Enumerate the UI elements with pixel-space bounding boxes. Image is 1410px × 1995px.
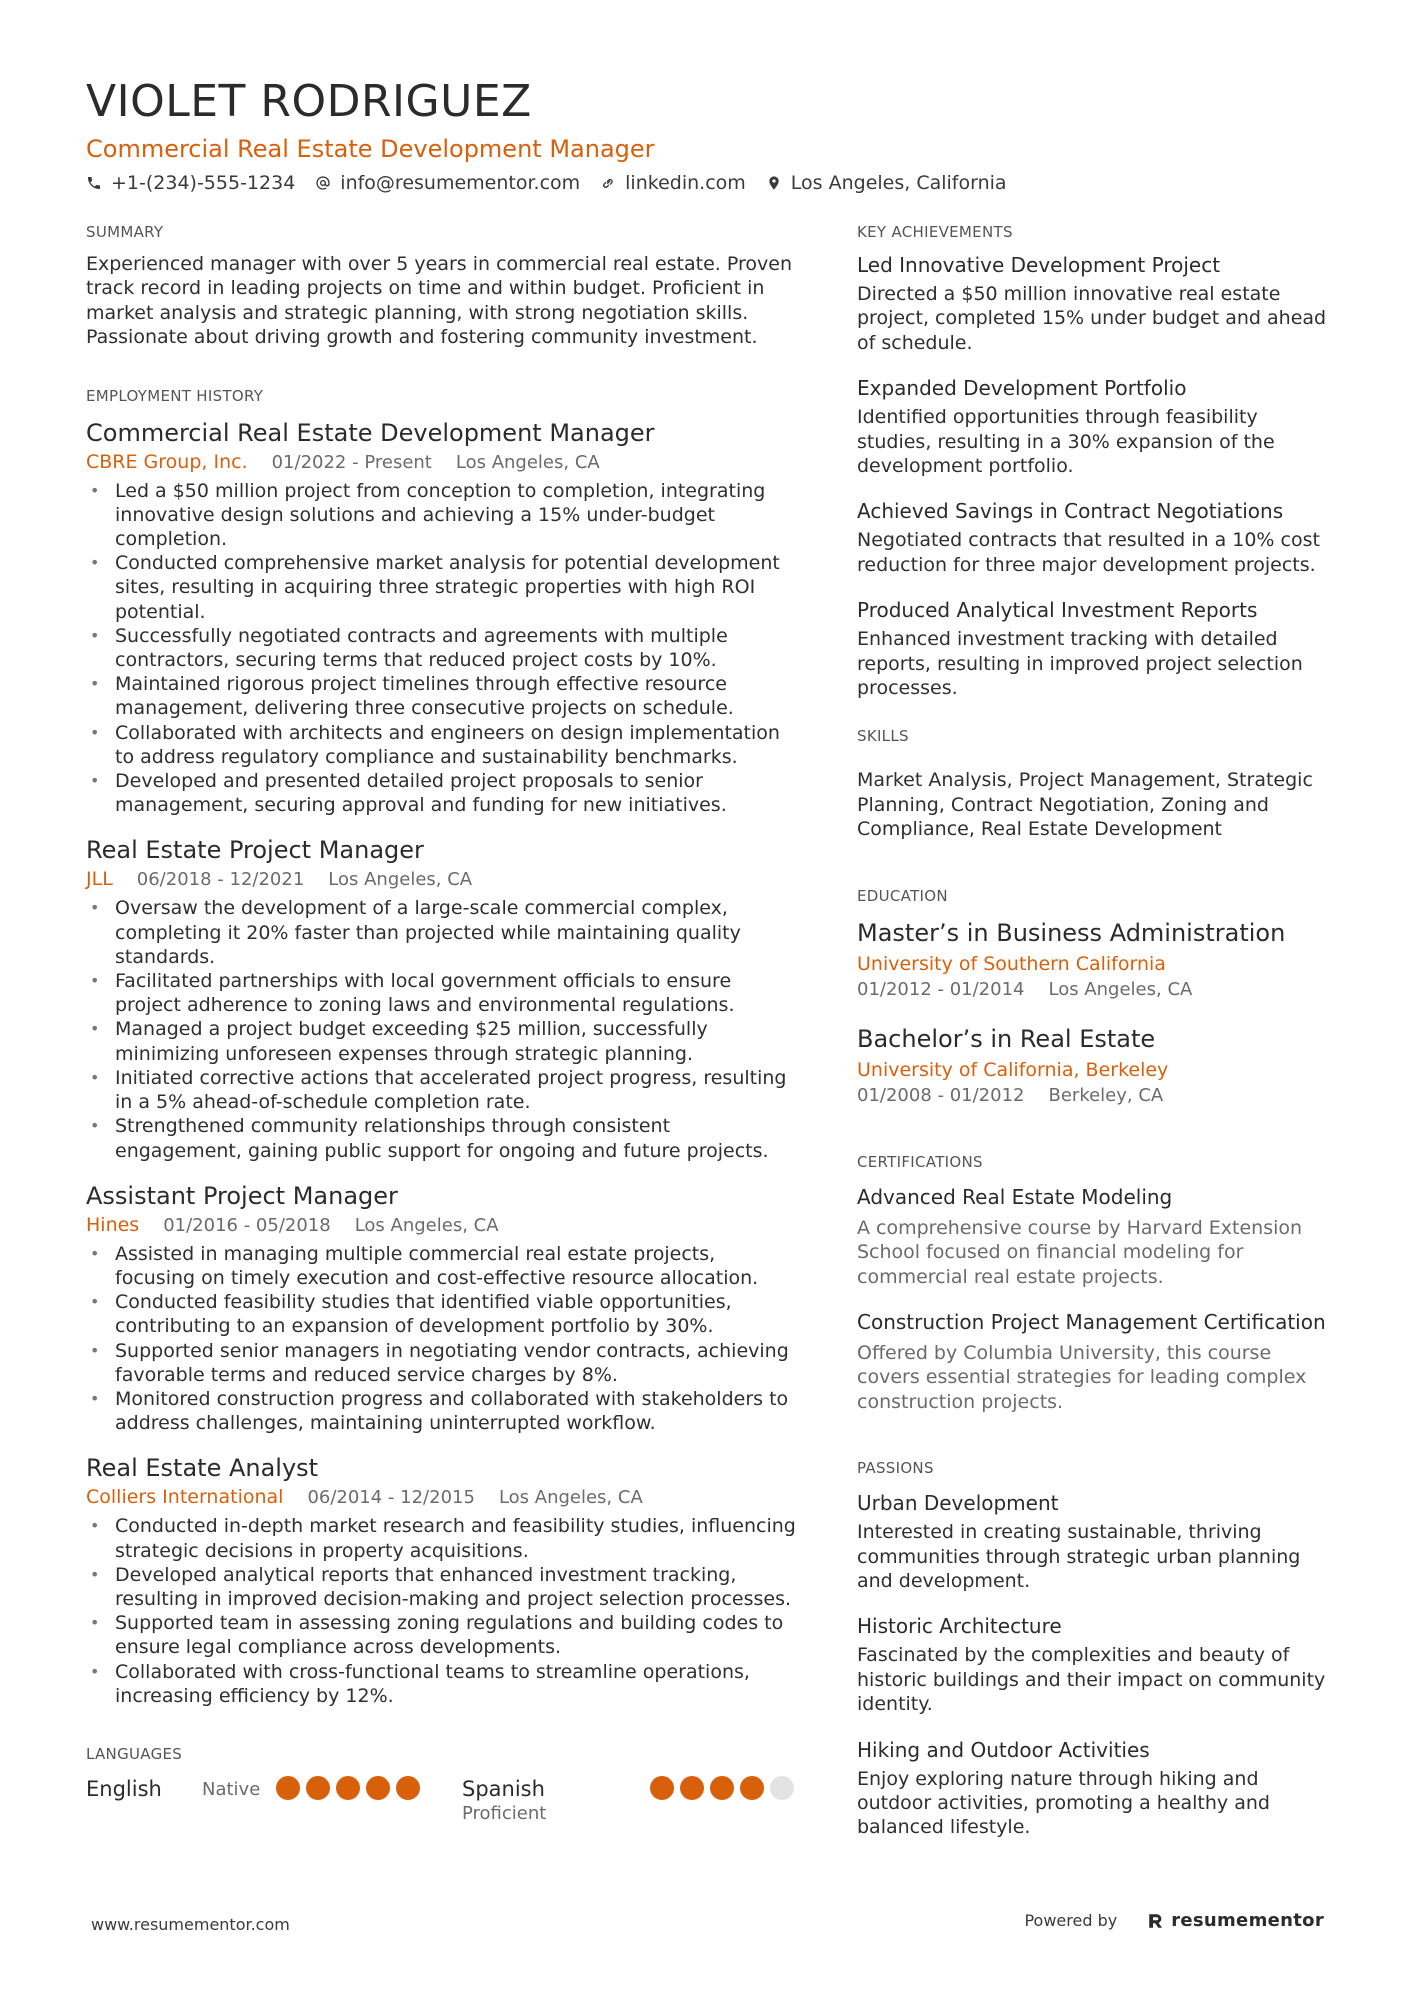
rating-dot-filled [306,1776,330,1800]
link-icon [600,175,616,191]
achievement-title: Produced Analytical Investment Reports [857,598,1258,623]
achievement-item [857,252,1337,355]
passion-item [857,1490,1337,1593]
achievement-desc: Identified opportunities through feasibility studies, resulting in a 30% expansion of the development portfolio. [857,406,1275,478]
language-rating [650,1776,800,1800]
achievement-title: Achieved Savings in Contract Negotiations [857,499,1284,524]
job-bullet: • Managed a project budget exceeding $25 million, successfully minimizing unforeseen expenses through strategic planning. [86,1017,801,1065]
summary-section [86,222,801,350]
education-school: University of California, Berkeley [857,1058,1169,1081]
job-title: Assistant Project Manager [86,1181,398,1210]
achievement-item [857,375,1337,478]
brand-name: resumementor [1171,1910,1324,1931]
job-location: Los Angeles, CA [455,451,600,473]
passion-item [857,1737,1337,1840]
language-rating [276,1776,426,1800]
summary-heading: SUMMARY [86,223,164,241]
education-degree: Bachelor’s in Real Estate [857,1024,1156,1053]
language-item [86,1776,462,1826]
job-bullets [86,1242,801,1436]
rating-dot-filled [366,1776,390,1800]
left-column [86,222,801,1826]
map-pin-icon [766,175,782,191]
at-icon [315,175,331,191]
skills-section [857,726,1337,841]
certification-item [857,1184,1337,1289]
language-text-group [462,1776,650,1826]
job-entry [86,1181,801,1436]
job-bullet: • Facilitated partnerships with local government officials to ensure project adherence to zoning laws and environmental regulations. [86,969,801,1017]
achievements-list [857,252,1337,700]
resumementor-logo-icon [1147,1912,1165,1930]
achievement-title: Expanded Development Portfolio [857,376,1187,401]
education-item [857,918,1337,1002]
right-column [857,222,1337,1840]
passions-heading: PASSIONS [857,1459,934,1478]
job-bullet: • Conducted feasibility studies that identified viable opportunities, contributing to an expansion of development portfolio by 30%. [86,1290,801,1338]
certifications-section [857,1152,1337,1414]
job-bullet: • Monitored construction progress and collaborated with stakeholders to address challenges, maintaining uninterrupted workflow. [86,1387,801,1435]
certification-desc: Offered by Columbia University, this course covers essential strategies for leading complex construction projects. [857,1341,1307,1413]
job-company: Colliers International [86,1486,284,1509]
passion-desc: Enjoy exploring nature through hiking and outdoor activities, promoting a healthy and balanced lifestyle. [857,1767,1270,1839]
job-bullet: • Initiated corrective actions that accelerated project progress, resulting in a 5% ahead-of-schedule completion rate. [86,1066,801,1114]
job-title: Commercial Real Estate Development Manager [86,418,655,447]
footer-branding [1024,1910,1324,1931]
job-title: Real Estate Analyst [86,1454,319,1483]
achievement-item [857,597,1337,700]
job-bullets [86,896,801,1162]
employment-section [86,386,801,1708]
job-bullet: • Conducted comprehensive market analysis for potential development sites, resulting in acquiring three strategic properties with high ROI potential. [86,551,801,624]
language-level: Native [202,1778,261,1800]
passion-desc: Interested in creating sustainable, thriving communities through strategic urban planning and development. [857,1521,1301,1592]
language-item [462,1776,801,1826]
phone-text: +1-(234)-555-1234 [111,172,296,194]
contact-phone[interactable] [86,170,295,196]
achievement-item [857,498,1337,577]
passion-title: Historic Architecture [857,1614,1062,1639]
job-company: Hines [86,1213,140,1236]
job-bullet: • Strengthened community relationships through consistent engagement, gaining public support for ongoing and future projects. [86,1114,801,1162]
rating-dot-filled [710,1776,734,1800]
passion-desc: Fascinated by the complexities and beauty of historic buildings and their impact on community identity. [857,1644,1326,1716]
job-bullet: • Assisted in managing multiple commercial real estate projects, focusing on timely execution and cost-effective resource allocation. [86,1242,801,1290]
powered-by-text: Powered by [1024,1911,1118,1930]
education-section [857,886,1337,1108]
education-meta [857,978,1337,1002]
languages-heading: LANGUAGES [86,1744,183,1763]
rating-dot-filled [336,1776,360,1800]
rating-dot-filled [276,1776,300,1800]
skills-heading: SKILLS [857,727,909,746]
achievements-section [857,222,1337,700]
certification-title: Construction Project Management Certification [857,1309,1326,1334]
job-dates: 06/2018 - 12/2021 [136,869,305,891]
rating-dot-empty [770,1776,794,1800]
contact-linkedin[interactable] [600,170,746,196]
rating-dot-filled [680,1776,704,1800]
job-location: Los Angeles, CA [498,1487,643,1509]
job-bullet: • Collaborated with cross-functional teams to streamline operations, increasing efficiency by 12%. [86,1660,801,1708]
job-meta [86,450,801,475]
job-dates: 01/2016 - 05/2018 [163,1214,331,1236]
language-name: English [86,1776,162,1801]
summary-text: Experienced manager with over 5 years in commercial real estate. Proven track record in leading projects on time and within budget. Proficient in market analysis and strategic planning, with strong negotiation skills. Passionate about driving growth and fostering community investment. [86,253,792,349]
achievements-heading: KEY ACHIEVEMENTS [857,223,1013,241]
job-location: Los Angeles, CA [354,1214,499,1236]
job-entry [86,835,801,1162]
job-bullet: • Developed analytical reports that enhanced investment tracking, resulting in improved decision-making and project selection processes. [86,1563,801,1611]
job-bullets [86,479,801,818]
contact-bar [86,170,1326,196]
education-meta [857,1084,1337,1108]
passion-item [857,1613,1337,1716]
resume-header [86,78,1326,196]
education-heading: EDUCATION [857,886,948,905]
rating-dot-filled [396,1776,420,1800]
language-level: Proficient [462,1802,547,1824]
job-meta [86,867,801,892]
job-bullet: • Successfully negotiated contracts and agreements with multiple contractors, securing terms that reduced project costs by 10%. [86,624,801,672]
footer-website[interactable]: www.resumementor.com [91,1915,290,1934]
job-bullet: • Supported team in assessing zoning regulations and building codes to ensure legal compliance across developments. [86,1611,801,1659]
candidate-name: VIOLET RODRIGUEZ [86,76,532,127]
education-location: Los Angeles, CA [1048,978,1193,1000]
contact-email[interactable] [315,170,580,196]
education-item [857,1024,1337,1108]
brand-logo[interactable] [1147,1910,1324,1931]
achievement-desc: Negotiated contracts that resulted in a 10% cost reduction for three major development projects. [857,529,1320,576]
job-entry [86,418,801,818]
passion-title: Urban Development [857,1491,1059,1516]
candidate-title: Commercial Real Estate Development Manager [86,135,655,163]
passions-section [857,1458,1337,1840]
employment-heading: EMPLOYMENT HISTORY [86,386,264,405]
achievement-desc: Directed a $50 million innovative real estate project, completed 15% under budget and ahead of schedule. [857,283,1327,354]
achievement-desc: Enhanced investment tracking with detailed reports, resulting in improved project selection processes. [857,628,1303,700]
location-text: Los Angeles, California [790,172,1007,194]
certification-item [857,1309,1337,1414]
job-bullets [86,1514,801,1708]
email-text: info@resumementor.com [340,172,581,194]
job-bullet: • Developed and presented detailed project proposals to senior management, securing approval and funding for new initiatives. [86,769,801,817]
job-title: Real Estate Project Manager [86,836,424,865]
certifications-heading: CERTIFICATIONS [857,1152,983,1171]
education-location: Berkeley, CA [1048,1084,1164,1106]
job-dates: 06/2014 - 12/2015 [307,1487,475,1509]
job-meta [86,1213,801,1238]
rating-dot-filled [740,1776,764,1800]
languages-section [86,1744,801,1826]
passion-title: Hiking and Outdoor Activities [857,1737,1150,1762]
languages-row [86,1776,801,1826]
rating-dot-filled [650,1776,674,1800]
job-bullet: • Supported senior managers in negotiating vendor contracts, achieving favorable terms and reduced service charges by 8%. [86,1339,801,1387]
job-company: JLL [86,868,113,891]
contact-location [766,170,1007,196]
job-bullet: • Collaborated with architects and engineers on design implementation to address regulatory compliance and sustainability benchmarks. [86,721,801,769]
job-bullet: • Maintained rigorous project timelines through effective resource management, delivering three consecutive projects on schedule. [86,672,801,720]
job-location: Los Angeles, CA [328,869,473,891]
skills-text: Market Analysis, Project Management, Strategic Planning, Contract Negotiation, Zoning and Compliance, Real Estate Development [857,769,1313,841]
job-bullet: • Oversaw the development of a large-scale commercial complex, completing it 20% faster than projected while maintaining quality standards. [86,896,801,969]
linkedin-text: linkedin.com [625,172,746,194]
education-degree: Master’s in Business Administration [857,918,1286,947]
job-meta [86,1485,801,1510]
education-dates: 01/2012 - 01/2014 [857,978,1025,1000]
language-name: Spanish [462,1776,545,1801]
job-dates: 01/2022 - Present [271,451,432,473]
job-bullet: • Conducted in-depth market research and feasibility studies, influencing strategic decisions in property acquisitions. [86,1514,801,1562]
certification-title: Advanced Real Estate Modeling [857,1184,1173,1209]
education-school: University of Southern California [857,952,1166,975]
job-company: CBRE Group, Inc. [86,450,248,473]
achievement-title: Led Innovative Development Project [857,253,1221,277]
phone-icon [86,175,102,191]
education-dates: 01/2008 - 01/2012 [857,1084,1025,1106]
job-bullet: • Led a $50 million project from conception to completion, integrating innovative design solutions and achieving a 15% under-budget completion. [86,479,801,552]
job-entry [86,1453,801,1708]
certification-desc: A comprehensive course by Harvard Extension School focused on financial modeling for commercial real estate projects. [857,1216,1303,1288]
